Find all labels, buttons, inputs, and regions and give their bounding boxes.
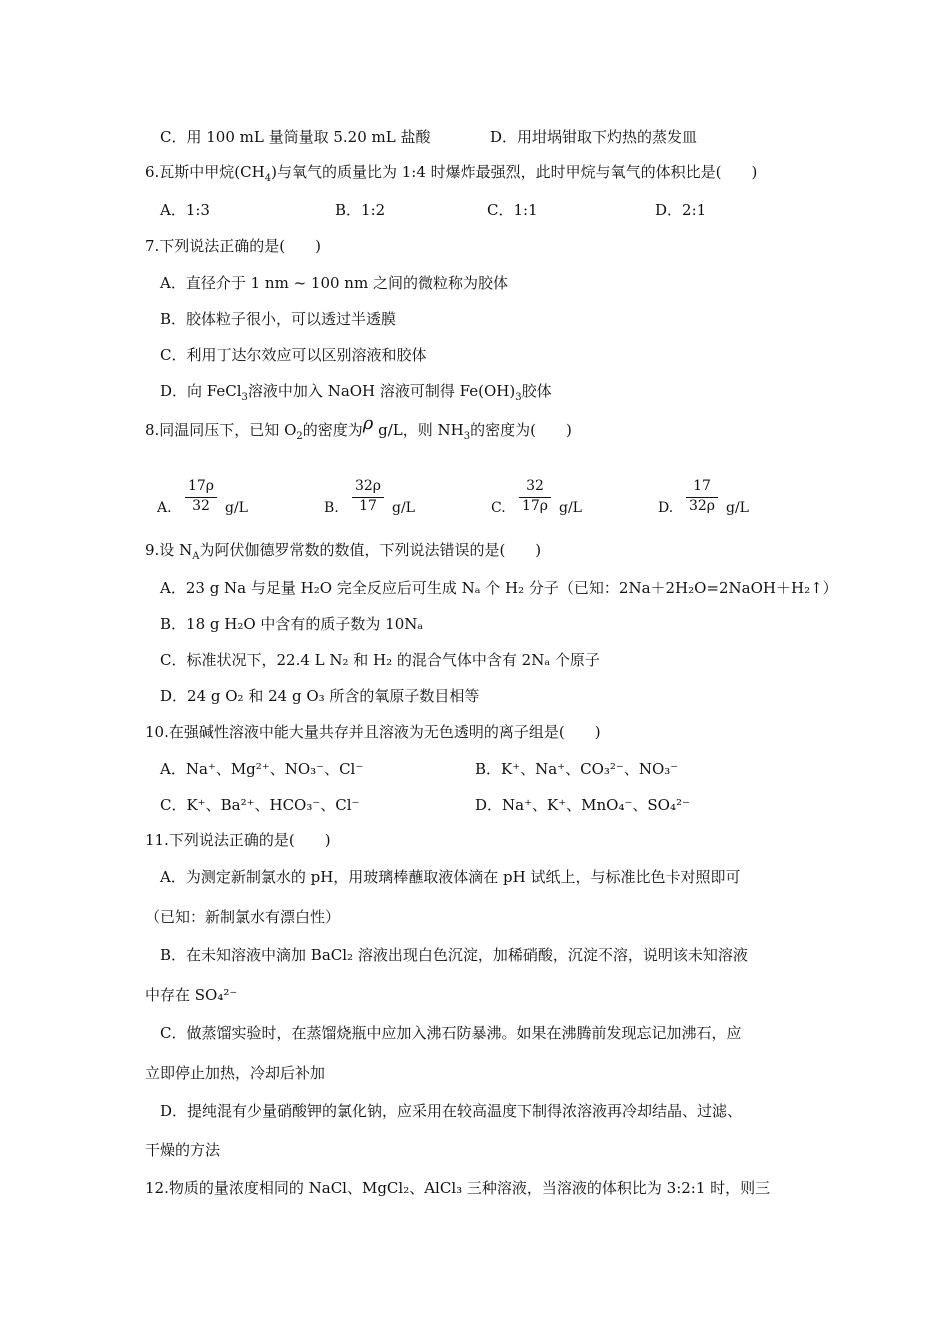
q10-stem: 10.在强碱性溶液中能大量共存并且溶液为无色透明的离子组是( ) xyxy=(145,723,601,741)
q11-option-a-line2: （已知：新制氯水有漂白性） xyxy=(145,908,341,926)
rho-symbol: ρ xyxy=(362,413,374,434)
q10-option-c: C．K⁺、Ba²⁺、HCO₃⁻、Cl⁻ xyxy=(160,796,360,814)
q7-option-b: B．胶体粒子很小，可以透过半透膜 xyxy=(160,310,397,328)
q12-stem: 12.物质的量浓度相同的 NaCl、MgCl₂、AlCl₃ 三种溶液，当溶液的体积比为 3:2:1 时，则三 xyxy=(145,1179,771,1197)
q6-stem: 6.瓦斯中甲烷$(CH_4)$与氧气的质量比为 1:4 时爆炸最强烈，此时甲烷与氧气的体积比是( ) xyxy=(145,163,758,184)
q7-option-c: C．利用丁达尔效应可以区别溶液和胶体 xyxy=(160,346,427,364)
q6-option-d: D．2:1 xyxy=(655,201,707,219)
q11-option-c-line2: 立即停止加热，冷却后补加 xyxy=(145,1064,326,1082)
q10-option-a: A．Na⁺、Mg²⁺、NO₃⁻、Cl⁻ xyxy=(160,760,364,778)
q9-stem: 9.设 $N_A$为阿伏伽德罗常数的数值，下列说法错误的是( ) xyxy=(145,541,542,562)
q10-option-b: B．K⁺、Na⁺、CO₃²⁻、NO₃⁻ xyxy=(475,760,679,778)
q6-option-c: C．1:1 xyxy=(487,201,538,219)
q11-option-b-line2: 中存在 SO₄²⁻ xyxy=(145,986,238,1004)
q9-option-b: B．18 g H₂O 中含有的质子数为 10Nₐ xyxy=(160,615,424,633)
q11-option-d-line2: 干燥的方法 xyxy=(145,1141,221,1159)
q9-option-d: D．24 g O₂ 和 24 g O₃ 所含的氧原子数目相等 xyxy=(160,687,480,705)
q5-option-c: C．用 100 mL 量筒量取 5.20 mL 盐酸 xyxy=(160,128,431,146)
q11-option-a-line1: A．为测定新制氯水的 pH，用玻璃棒蘸取液体滴在 pH 试纸上，与标准比色卡对照即可 xyxy=(160,868,741,886)
q9-option-a: A．23 g Na 与足量 H₂O 完全反应后可生成 Nₐ 个 H₂ 分子（已知：2Na＋2H₂O=2NaOH＋H₂↑） xyxy=(160,579,838,597)
q7-stem: 7.下列说法正确的是( ) xyxy=(145,237,322,255)
q9-option-c: C．标准状况下，22.4 L N₂ 和 H₂ 的混合气体中含有 2Nₐ 个原子 xyxy=(160,651,600,669)
q6-option-b: B．1:2 xyxy=(335,201,386,219)
q10-option-d: D．Na⁺、K⁺、MnO₄⁻、SO₄²⁻ xyxy=(475,796,690,814)
q7-option-a: A．直径介于 1 nm ~ 100 nm 之间的微粒称为胶体 xyxy=(160,274,508,292)
q11-option-d-line1: D．提纯混有少量硝酸钾的氯化钠，应采用在较高温度下制得浓溶液再冷却结晶、过滤、 xyxy=(160,1102,743,1120)
q5-option-d: D．用坩埚钳取下灼热的蒸发皿 xyxy=(490,128,698,146)
q6-option-a: A．1:3 xyxy=(160,201,210,219)
q8-stem: 8.同温同压下，已知 $O_2$的密度为ρ g/L，则 $NH_3$的密度为( ) xyxy=(145,413,572,442)
q11-option-b-line1: B．在未知溶液中滴加 BaCl₂ 溶液出现白色沉淀，加稀硝酸，沉淀不溶，说明该未知溶液 xyxy=(160,946,748,964)
q11-option-c-line1: C．做蒸馏实验时，在蒸馏烧瓶中应加入沸石防暴沸。如果在沸腾前发现忘记加沸石，应 xyxy=(160,1024,742,1042)
q7-option-d: D．向 FeCl$_3$溶液中加入 NaOH 溶液可制得 $Fe(OH)_3$胶体 xyxy=(160,382,552,403)
q11-stem: 11.下列说法正确的是( ) xyxy=(145,831,331,849)
